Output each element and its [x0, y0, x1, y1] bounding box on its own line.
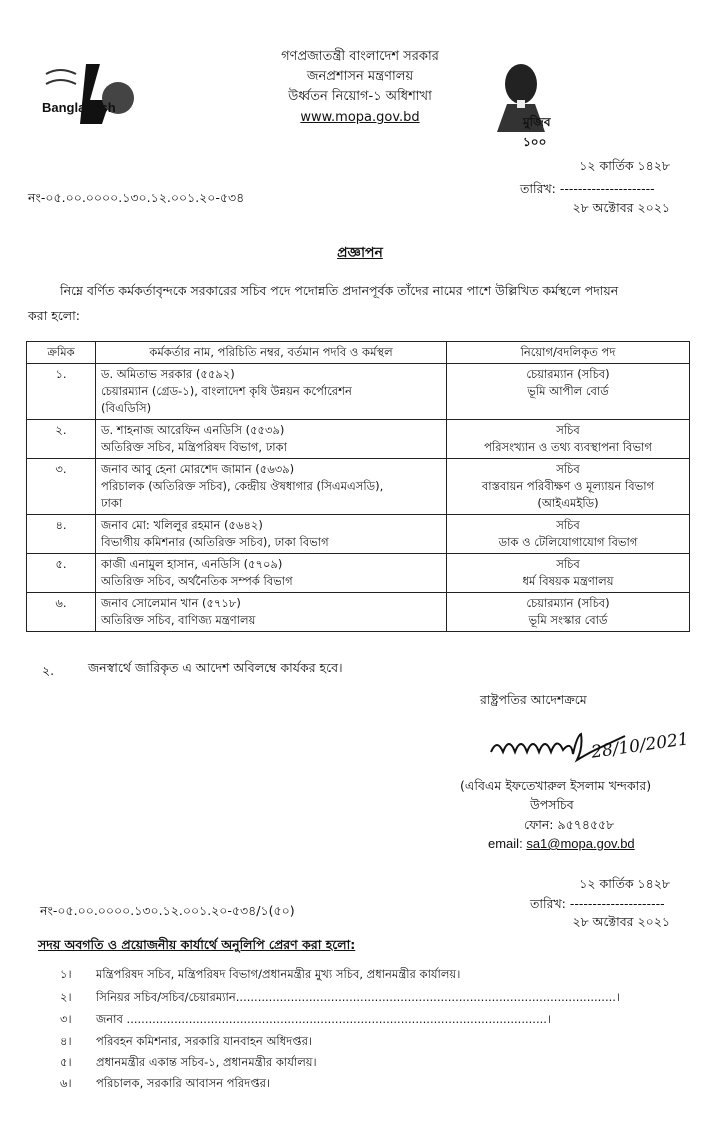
officers-table: [26, 341, 690, 632]
officer-name: ড. অমিতাভ সরকার (৫৫৯২): [101, 367, 235, 381]
govt-name: গণপ্রজাতন্ত্রী বাংলাদেশ সরকার: [281, 49, 439, 64]
section-name: উর্ধ্বতন নিয়োগ-১ অধিশাখা: [288, 89, 432, 104]
clause-2-text: জনস্বার্থে জারিকৃত এ আদেশ অবিলম্বে কার্যকর হবে।: [88, 660, 343, 675]
post-cell: [447, 593, 690, 632]
list-item: [60, 989, 700, 1008]
officer-name: জনাব সোলেমান খান (৫৭১৮): [101, 596, 241, 610]
list-item-num: ৫।: [60, 1055, 72, 1069]
officer-name: জনাব মো: খলিলুর রহমান (৫৬৪২): [101, 518, 263, 532]
serial-cell: ২.: [27, 420, 96, 459]
officer-detail: ঢাকা: [101, 496, 123, 510]
post-cell: [447, 364, 690, 420]
list-item-text: পরিবহন কমিশনার, সরকারি যানবাহন অধিদপ্তর।: [96, 1034, 313, 1048]
list-item-num: ৪।: [60, 1034, 72, 1048]
memo-date-bangla: ১২ কার্তিক ১৪২৮: [579, 158, 670, 173]
copy-date-dashes: ---------------------: [569, 896, 665, 911]
mujib-100-logo: [487, 58, 577, 149]
officer-cell: [96, 364, 447, 420]
col-post-header: নিয়োগ/বদলিকৃত পদ: [447, 342, 690, 364]
post-cell: [447, 554, 690, 593]
email-link[interactable]: sa1@mopa.gov.bd: [526, 836, 635, 851]
email-label: email:: [488, 836, 523, 851]
post-cell: [447, 459, 690, 515]
bangladesh-50-logo: [40, 60, 140, 130]
table-row: [27, 420, 690, 459]
post-office: (আইএমইডি): [537, 496, 599, 510]
officer-detail: অতিরিক্ত সচিব, বাণিজ্য মন্ত্রণালয়: [101, 613, 256, 627]
table-row: [27, 554, 690, 593]
post-cell: [447, 515, 690, 554]
date-dashes: ---------------------: [559, 181, 655, 196]
intro-line-2: করা হলো:: [28, 308, 80, 323]
officer-cell: [96, 554, 447, 593]
serial-cell: ৫.: [27, 554, 96, 593]
serial-cell: ১.: [27, 364, 96, 420]
signatory-email: [488, 836, 635, 851]
table-row: [27, 515, 690, 554]
post-cell: [447, 420, 690, 459]
date-label: তারিখ:: [520, 181, 556, 196]
list-item-num: ১।: [60, 967, 72, 981]
list-item-text: জনাব ...................................................................................................................।: [96, 1012, 552, 1026]
list-item: [60, 1011, 660, 1030]
signature-date: 28/10/2021: [590, 729, 690, 763]
post-office: পরিসংখ্যান ও তথ্য ব্যবস্থাপনা বিভাগ: [484, 440, 652, 454]
officer-cell: [96, 459, 447, 515]
col-officer-header: কর্মকর্তার নাম, পরিচিতি নম্বর, বর্তমান পদবি ও কর্মস্থল: [96, 342, 447, 364]
signatory-phone: ফোন: ৯৫৭৪৫৫৮: [524, 817, 615, 832]
officer-detail: বিভাগীয় কমিশনার (অতিরিক্ত সচিব), ঢাকা বিভাগ: [101, 535, 329, 549]
col-serial-header: ক্রমিক: [27, 342, 96, 364]
copy-date-label: [530, 896, 665, 916]
post-office: ডাক ও টেলিযোগাযোগ বিভাগ: [498, 535, 638, 549]
officer-detail: অতিরিক্ত সচিব, অর্থনৈতিক সম্পর্ক বিভাগ: [101, 574, 293, 588]
post-office: ধর্ম বিষয়ক মন্ত্রণালয়: [522, 574, 614, 588]
post-office: বাস্তবায়ন পরিবীক্ষণ ও মূল্যায়ন বিভাগ: [481, 479, 655, 493]
list-item-text: প্রধানমন্ত্রীর একান্ত সচিব-১, প্রধানমন্ত্রীর কার্যালয়।: [96, 1055, 317, 1069]
post-title: সচিব: [556, 557, 580, 571]
serial-cell: ৪.: [27, 515, 96, 554]
page-title: প্রজ্ঞাপন: [337, 245, 383, 261]
serial-cell: ৬.: [27, 593, 96, 632]
signature-image: [485, 712, 705, 772]
table-row: [27, 593, 690, 632]
table-row: [27, 459, 690, 515]
intro-line-1: নিম্নে বর্ণিত কর্মকর্তাবৃন্দকে সরকারের সচিব পদে পদোন্নতি প্রদানপূর্বক তাঁদের নামের পাশে উল্লিখিত কর্মস্থলে পদায়ন: [60, 283, 619, 298]
officer-cell: [96, 515, 447, 554]
officer-detail: চেয়ারম্যান (গ্রেড-১), বাংলাদেশ কৃষি উন্নয়ন কর্পোরেশন: [101, 384, 352, 398]
list-item-num: ২।: [60, 990, 72, 1004]
officer-name: ড. শাহনাজ আরেফিন এনডিসি (৫৫৩৯): [101, 423, 285, 437]
table-header-row: [27, 342, 690, 364]
list-item-text: পরিচালক, সরকারি আবাসন পরিদপ্তর।: [96, 1076, 271, 1090]
website-link[interactable]: www.mopa.gov.bd: [300, 110, 420, 125]
officer-cell: [96, 593, 447, 632]
officer-detail: অতিরিক্ত সচিব, মন্ত্রিপরিষদ বিভাগ, ঢাকা: [101, 440, 287, 454]
list-item-text: সিনিয়র সচিব/সচিব/চেয়ারম্যান........................................................................................................।: [96, 990, 621, 1004]
ministry-name: জনপ্রশাসন মন্ত্রণালয়: [306, 69, 414, 84]
officer-detail: পরিচালক (অতিরিক্ত সচিব), কেন্দ্রীয় ঔষধাগার (সিএমএসডি),: [101, 479, 384, 493]
officer-detail: (বিএডিসি): [101, 401, 152, 415]
post-title: চেয়ারম্যান (সচিব): [526, 367, 610, 381]
logo-right-text: মুজিব ১০০: [523, 115, 551, 149]
list-item: [60, 1033, 700, 1052]
copy-memo-number: নং-০৫.০০.০০০০.১৩০.১২.০০১.২০-৫৩৪/১(৫০): [40, 903, 295, 918]
list-item: [60, 1075, 700, 1094]
copy-date-label-text: তারিখ:: [530, 896, 566, 911]
memo-number: নং-০৫.০০.০০০০.১৩০.১২.০০১.২০-৫৩৪: [28, 190, 245, 205]
table-row: [27, 364, 690, 420]
order-of-president: রাষ্ট্রপতির আদেশক্রমে: [480, 692, 587, 707]
list-item: [60, 1054, 700, 1073]
officer-name: জনাব আবু হেনা মোরশেদ জামান (৫৬৩৯): [101, 462, 295, 476]
logo-left-text: Bangladesh: [42, 100, 116, 115]
copy-date-english: ২৮ অক্টোবর ২০২১: [572, 914, 670, 929]
officer-name: কাজী এনামুল হাসান, এনডিসি (৫৭০৯): [101, 557, 283, 571]
officer-cell: [96, 420, 447, 459]
post-title: সচিব: [556, 518, 580, 532]
signatory-name: (এবিএম ইফতেখারুল ইসলাম খন্দকার): [460, 778, 652, 793]
post-title: সচিব: [556, 462, 580, 476]
distribution-heading: সদয় অবগতি ও প্রয়োজনীয় কার্যার্থে অনুলিপি প্রেরণ করা হলো:: [38, 937, 356, 952]
list-item-text: মন্ত্রিপরিষদ সচিব, মন্ত্রিপরিষদ বিভাগ/প্রধানমন্ত্রীর মুখ্য সচিব, প্রধানমন্ত্রীর কার্যালয়।: [96, 967, 461, 981]
post-title: সচিব: [556, 423, 580, 437]
list-item-num: ৬।: [60, 1076, 72, 1090]
post-office: ভূমি সংস্কার বোর্ড: [528, 613, 608, 627]
serial-cell: ৩.: [27, 459, 96, 515]
list-item-num: ৩।: [60, 1012, 72, 1026]
signatory-designation: উপসচিব: [530, 797, 574, 812]
clause-2-number: ২.: [42, 663, 55, 678]
copy-date-bangla: ১২ কার্তিক ১৪২৮: [579, 876, 670, 891]
post-office: ভূমি আপীল বোর্ড: [527, 384, 609, 398]
list-item: [60, 966, 700, 985]
post-title: চেয়ারম্যান (সচিব): [526, 596, 610, 610]
memo-date-label: [520, 181, 655, 201]
memo-date-english: ২৮ অক্টোবর ২০২১: [572, 200, 670, 215]
